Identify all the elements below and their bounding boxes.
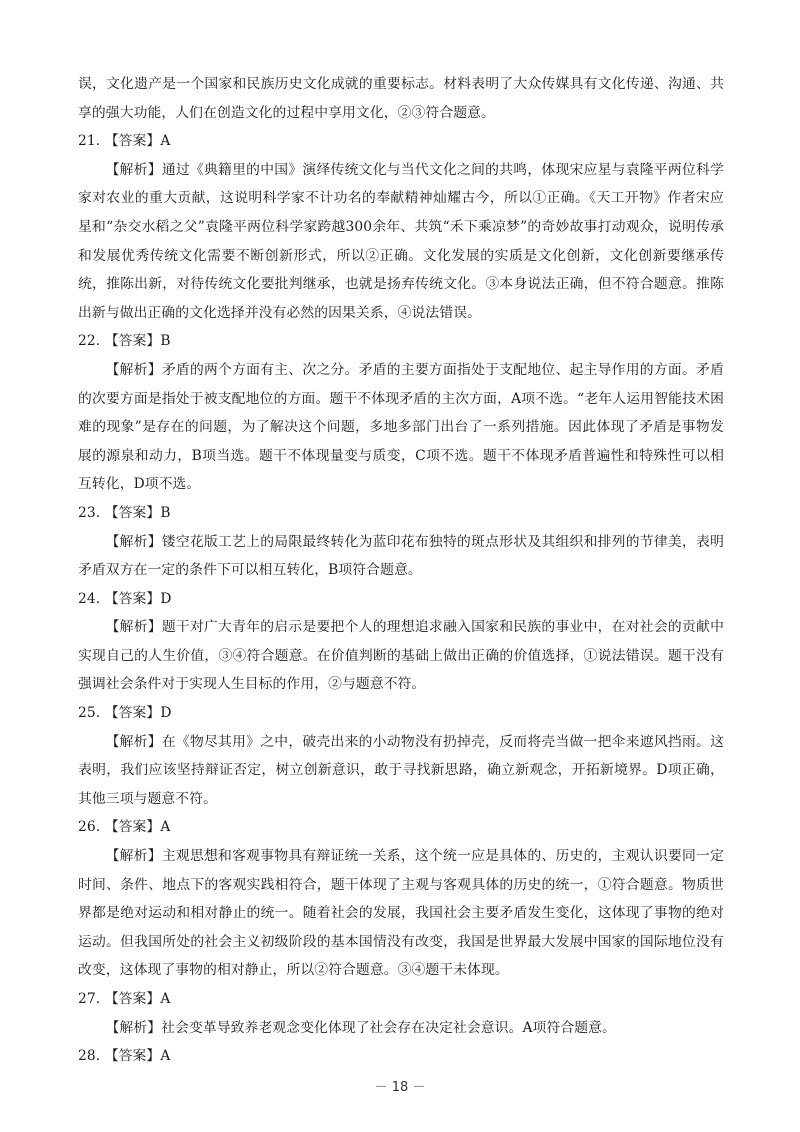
answer-27: 27. 【答案】A: [78, 991, 171, 1007]
answer-24: 24. 【答案】D: [78, 590, 172, 607]
answer-key-body: [78, 70, 724, 1071]
analysis-23: 【解析】镂空花版工艺上的局限最终转化为蓝印花布独特的斑点形状及其组织和排列的节律美，表明矛盾双方在一定的条件下可以相互转化，B项符合题意。: [78, 533, 724, 579]
analysis-27: 【解析】社会变革导致养老观念变化体现了社会存在决定社会意识。A项符合题意。: [105, 1019, 616, 1036]
analysis-25: 【解析】在《物尽其用》之中，破壳出来的小动物没有扔掉壳，反而将壳当做一把伞来遮风挡雨。这表明，我们应该坚持辩证否定，树立创新意识，敢于寻找新思路，确立新观念，开拓新境界。D项正确，其他三项与题意不符。: [78, 733, 724, 807]
intro-paragraph: 误，文化遗产是一个国家和民族历史文化成就的重要标志。材料表明了大众传媒具有文化传递、沟通、共享的强大功能，人们在创造文化的过程中享用文化，②③符合题意。: [78, 76, 724, 121]
answer-23: 23. 【答案】B: [78, 504, 171, 521]
answer-26: 26. 【答案】A: [78, 819, 171, 836]
answer-28: 28. 【答案】A: [78, 1048, 171, 1065]
answer-25: 25. 【答案】D: [78, 705, 172, 722]
analysis-26: 【解析】主观思想和客观事物具有辩证统一关系，这个统一应是具体的、历史的，主观认识要同一定时间、条件、地点下的客观实践相符合，题干体现了主观与客观具体的历史的统一，①符合题意。物质世界都是绝对运动和相对静止的统一。随着社会的发展，我国社会主要矛盾发生变化，这体现了事物的绝对运动。但我国所处的社会主义初级阶段的基本国情没有改变，我国是世界最大发展中国家的国际地位没有改变，这体现了事物的相对静止，所以②符合题意。③④题干未体现。: [78, 848, 724, 979]
analysis-22: 【解析】矛盾的两个方面有主、次之分。矛盾的主要方面指处于支配地位、起主导作用的方面。矛盾的次要方面是指处于被支配地位的方面。题干不体现矛盾的主次方面，A项不选。“老年人运用智能技术困难的现象”是存在的问题，为了解决这个问题，多地多部门出台了一系列措施。因此体现了矛盾是事物发展的源泉和动力，B项当选。题干不体现量变与质变，C项不选。题干不体现矛盾普遍性和特殊性可以相互转化，D项不选。: [78, 361, 724, 493]
analysis-24: 【解析】题干对广大青年的启示是要把个人的理想追求融入国家和民族的事业中，在对社会的贡献中实现自己的人生价值，③④符合题意。在价值判断的基础上做出正确的价值选择，①说法错误。题干没有强调社会条件对于实现人生目标的作用，②与题意不符。: [78, 619, 724, 693]
answer-22: 22. 【答案】B: [78, 333, 171, 350]
answer-21: 21. 【答案】A: [78, 133, 171, 150]
analysis-21: 【解析】通过《典籍里的中国》演绎传统文化与当代文化之间的共鸣，体现宋应星与袁隆平两位科学家对农业的重大贡献，这说明科学家不计功名的奉献精神灿耀古今，所以①正确。《天工开物》作者宋应星和“杂交水稻之父”袁隆平两位科学家跨越300余年、共筑“禾下乘凉梦”的奇妙故事打动观众，说明传承和发展优秀传统文化需要不断创新形式，所以②正确。文化发展的实质是文化创新，文化创新要继承传统，推陈出新，对待传统文化要批判继承，也就是扬弃传统文化。③本身说法正确，但不符合题意。推陈出新与做出正确的文化选择并没有必然的因果关系，④说法错误。: [78, 161, 724, 321]
page-number: － 18 －: [374, 1080, 426, 1095]
